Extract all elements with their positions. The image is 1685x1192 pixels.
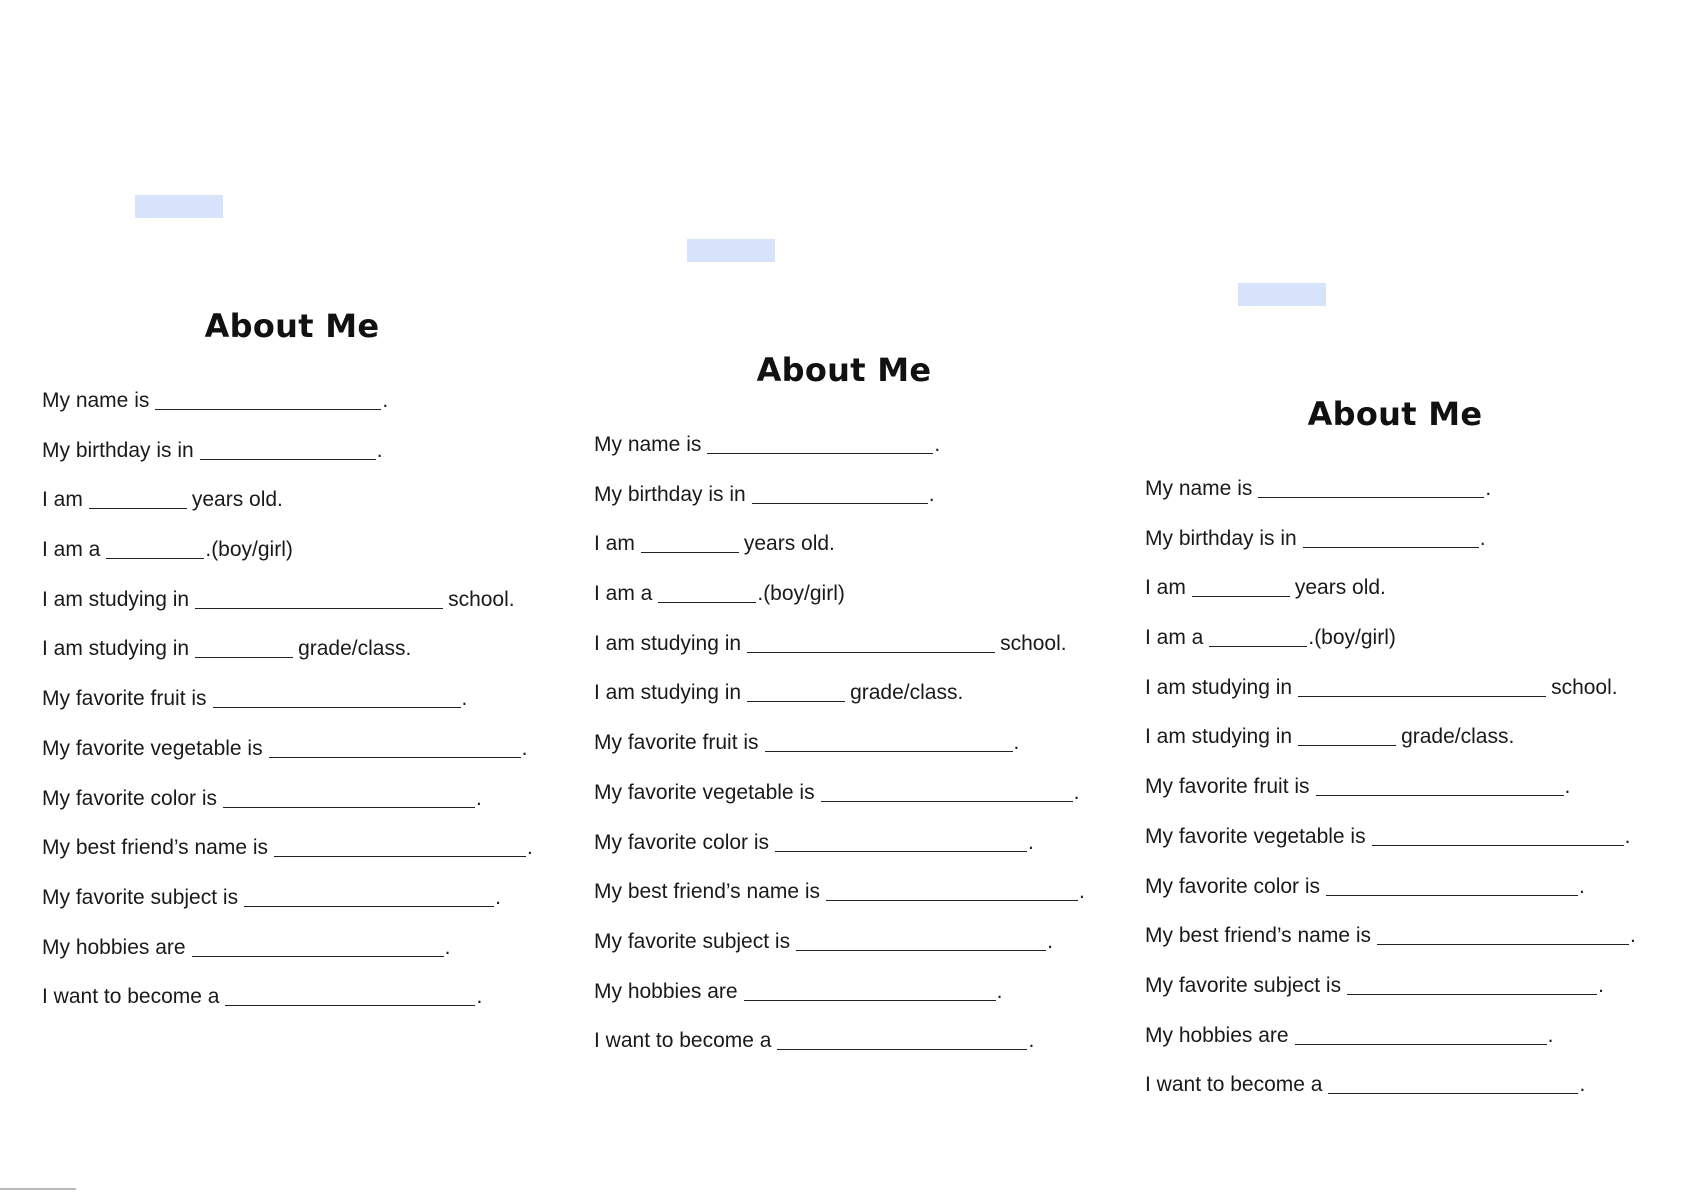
line-prefix: My favorite color is (594, 830, 770, 854)
answer-blank[interactable] (658, 582, 756, 603)
line-prefix: My favorite subject is (594, 929, 791, 953)
list-item (1145, 875, 1636, 925)
line-suffix: . (1479, 526, 1486, 550)
list-item (42, 389, 533, 439)
line-suffix: . (1547, 1023, 1554, 1047)
line-prefix: I want to become a (1145, 1073, 1323, 1097)
list-item (594, 681, 1085, 731)
list-item (594, 880, 1085, 930)
line-suffix: .(boy/girl) (205, 538, 293, 562)
list-item (1145, 1024, 1636, 1074)
list-item (42, 886, 533, 936)
line-prefix: I want to become a (42, 985, 220, 1009)
answer-blank[interactable] (274, 836, 526, 857)
line-prefix: My name is (42, 389, 150, 412)
list-item (1145, 477, 1636, 527)
line-suffix: . (527, 836, 533, 860)
answer-blank[interactable] (1209, 626, 1307, 647)
line-prefix: I am studying in (42, 637, 190, 661)
answer-blank[interactable] (775, 831, 1027, 852)
line-suffix: .(boy/girl) (757, 582, 845, 606)
answer-blank[interactable] (223, 787, 475, 808)
list-item (1145, 626, 1636, 676)
highlight-tab (687, 239, 775, 262)
answer-blank[interactable] (744, 980, 996, 1001)
answer-blank[interactable] (796, 930, 1046, 951)
line-suffix: . (521, 736, 528, 760)
line-suffix: . (1579, 1073, 1586, 1097)
line-prefix: My name is (594, 433, 702, 456)
answer-blank[interactable] (225, 985, 475, 1006)
answer-blank[interactable] (1316, 775, 1564, 796)
list-item (42, 538, 533, 588)
line-prefix: My favorite color is (42, 786, 218, 810)
line-prefix: I want to become a (594, 1029, 772, 1053)
line-prefix: I am studying in (594, 681, 742, 705)
line-prefix: My best friend’s name is (594, 880, 821, 904)
line-suffix: . (461, 687, 468, 711)
line-suffix: school. (1000, 631, 1067, 655)
list-item (594, 930, 1085, 980)
line-prefix: I am studying in (1145, 725, 1293, 749)
line-suffix: grade/class. (850, 681, 964, 705)
fill-in-list (594, 433, 1085, 1079)
list-item (42, 439, 533, 489)
list-item (594, 831, 1085, 881)
line-prefix: My birthday is in (594, 482, 746, 506)
worksheet-title: About Me (1307, 395, 1483, 433)
line-suffix: . (382, 389, 389, 412)
answer-blank[interactable] (213, 687, 461, 708)
list-item (42, 637, 533, 687)
list-item (1145, 576, 1636, 626)
line-suffix: . (1079, 880, 1085, 904)
line-prefix: My hobbies are (594, 979, 738, 1003)
list-item (42, 936, 533, 986)
answer-blank[interactable] (1192, 576, 1290, 597)
answer-blank[interactable] (89, 488, 187, 509)
list-item (1145, 924, 1636, 974)
line-suffix: . (1013, 731, 1020, 755)
line-prefix: My hobbies are (1145, 1023, 1289, 1047)
list-item (594, 632, 1085, 682)
list-item (1145, 825, 1636, 875)
answer-blank[interactable] (747, 632, 995, 653)
list-item (42, 687, 533, 737)
list-item (594, 781, 1085, 831)
line-suffix: . (1073, 780, 1080, 804)
line-suffix: . (1485, 477, 1492, 500)
answer-blank[interactable] (1298, 725, 1396, 746)
line-prefix: My favorite vegetable is (594, 780, 815, 804)
answer-blank[interactable] (1258, 477, 1484, 498)
list-item (1145, 676, 1636, 726)
line-prefix: My birthday is in (42, 438, 194, 462)
answer-blank[interactable] (1298, 676, 1546, 697)
line-prefix: My favorite fruit is (1145, 775, 1310, 799)
line-prefix: My name is (1145, 477, 1253, 500)
answer-blank[interactable] (707, 433, 933, 454)
line-prefix: I am (594, 532, 635, 556)
answer-blank[interactable] (765, 731, 1013, 752)
answer-blank[interactable] (1303, 527, 1479, 548)
list-item (42, 737, 533, 787)
line-suffix: . (1598, 973, 1604, 997)
line-prefix: My favorite fruit is (42, 687, 207, 711)
answer-blank[interactable] (195, 588, 443, 609)
highlight-tab (135, 195, 223, 218)
line-prefix: My favorite subject is (1145, 973, 1342, 997)
answer-blank[interactable] (1347, 974, 1597, 995)
line-prefix: My hobbies are (42, 935, 186, 959)
answer-blank[interactable] (195, 637, 293, 658)
line-suffix: school. (1551, 675, 1618, 699)
answer-blank[interactable] (777, 1029, 1027, 1050)
line-suffix: grade/class. (1401, 725, 1515, 749)
footer-mark (0, 1188, 76, 1190)
list-item (594, 483, 1085, 533)
list-item (42, 488, 533, 538)
list-item (1145, 775, 1636, 825)
line-prefix: My favorite subject is (42, 885, 239, 909)
list-item (1145, 725, 1636, 775)
line-suffix: . (495, 885, 501, 909)
line-prefix: My favorite vegetable is (42, 736, 263, 760)
answer-blank[interactable] (1326, 875, 1578, 896)
line-prefix: I am (1145, 576, 1186, 600)
line-suffix: years old. (1294, 576, 1386, 600)
line-prefix: I am a (42, 538, 101, 562)
list-item (42, 985, 533, 1035)
list-item (594, 1029, 1085, 1079)
list-item (42, 787, 533, 837)
line-prefix: I am a (594, 582, 653, 606)
line-suffix: . (376, 438, 383, 462)
list-item (1145, 1073, 1636, 1123)
answer-blank[interactable] (641, 532, 739, 553)
highlight-tab (1238, 283, 1326, 306)
answer-blank[interactable] (106, 538, 204, 559)
answer-blank[interactable] (752, 483, 928, 504)
list-item (594, 532, 1085, 582)
line-prefix: My best friend’s name is (42, 836, 269, 860)
answer-blank[interactable] (155, 389, 381, 410)
answer-blank[interactable] (1328, 1073, 1578, 1094)
line-suffix: . (1047, 929, 1053, 953)
answer-blank[interactable] (1372, 825, 1624, 846)
line-suffix: . (934, 433, 941, 456)
line-prefix: I am studying in (1145, 675, 1293, 699)
worksheet-title: About Me (204, 307, 380, 345)
list-item (594, 582, 1085, 632)
line-suffix: . (476, 786, 482, 810)
answer-blank[interactable] (244, 886, 494, 907)
line-prefix: I am studying in (594, 631, 742, 655)
list-item (594, 731, 1085, 781)
list-item (1145, 974, 1636, 1024)
answer-blank[interactable] (200, 439, 376, 460)
list-item (42, 836, 533, 886)
line-suffix: .(boy/girl) (1308, 626, 1396, 650)
line-suffix: years old. (743, 532, 835, 556)
line-prefix: My favorite fruit is (594, 731, 759, 755)
answer-blank[interactable] (1377, 924, 1629, 945)
line-suffix: . (1579, 874, 1585, 898)
line-suffix: . (444, 935, 451, 959)
line-prefix: I am studying in (42, 587, 190, 611)
line-prefix: My birthday is in (1145, 526, 1297, 550)
line-suffix: . (1564, 775, 1571, 799)
answer-blank[interactable] (1295, 1024, 1547, 1045)
line-prefix: My best friend’s name is (1145, 924, 1372, 948)
answer-blank[interactable] (747, 681, 845, 702)
answer-blank[interactable] (192, 936, 444, 957)
line-suffix: years old. (191, 488, 283, 512)
line-suffix: . (476, 985, 483, 1009)
line-suffix: . (1028, 1029, 1035, 1053)
worksheet-title: About Me (756, 351, 932, 389)
line-suffix: grade/class. (298, 637, 412, 661)
line-suffix: . (996, 979, 1003, 1003)
answer-blank[interactable] (826, 880, 1078, 901)
list-item (1145, 527, 1636, 577)
line-suffix: . (928, 482, 935, 506)
fill-in-list (1145, 477, 1636, 1123)
line-suffix: . (1624, 824, 1631, 848)
line-prefix: My favorite vegetable is (1145, 824, 1366, 848)
list-item (594, 980, 1085, 1030)
line-prefix: I am a (1145, 626, 1204, 650)
fill-in-list (42, 389, 533, 1035)
line-suffix: . (1028, 830, 1034, 854)
line-suffix: school. (448, 587, 515, 611)
line-suffix: . (1630, 924, 1636, 948)
list-item (594, 433, 1085, 483)
answer-blank[interactable] (821, 781, 1073, 802)
answer-blank[interactable] (269, 737, 521, 758)
list-item (42, 588, 533, 638)
line-prefix: I am (42, 488, 83, 512)
line-prefix: My favorite color is (1145, 874, 1321, 898)
